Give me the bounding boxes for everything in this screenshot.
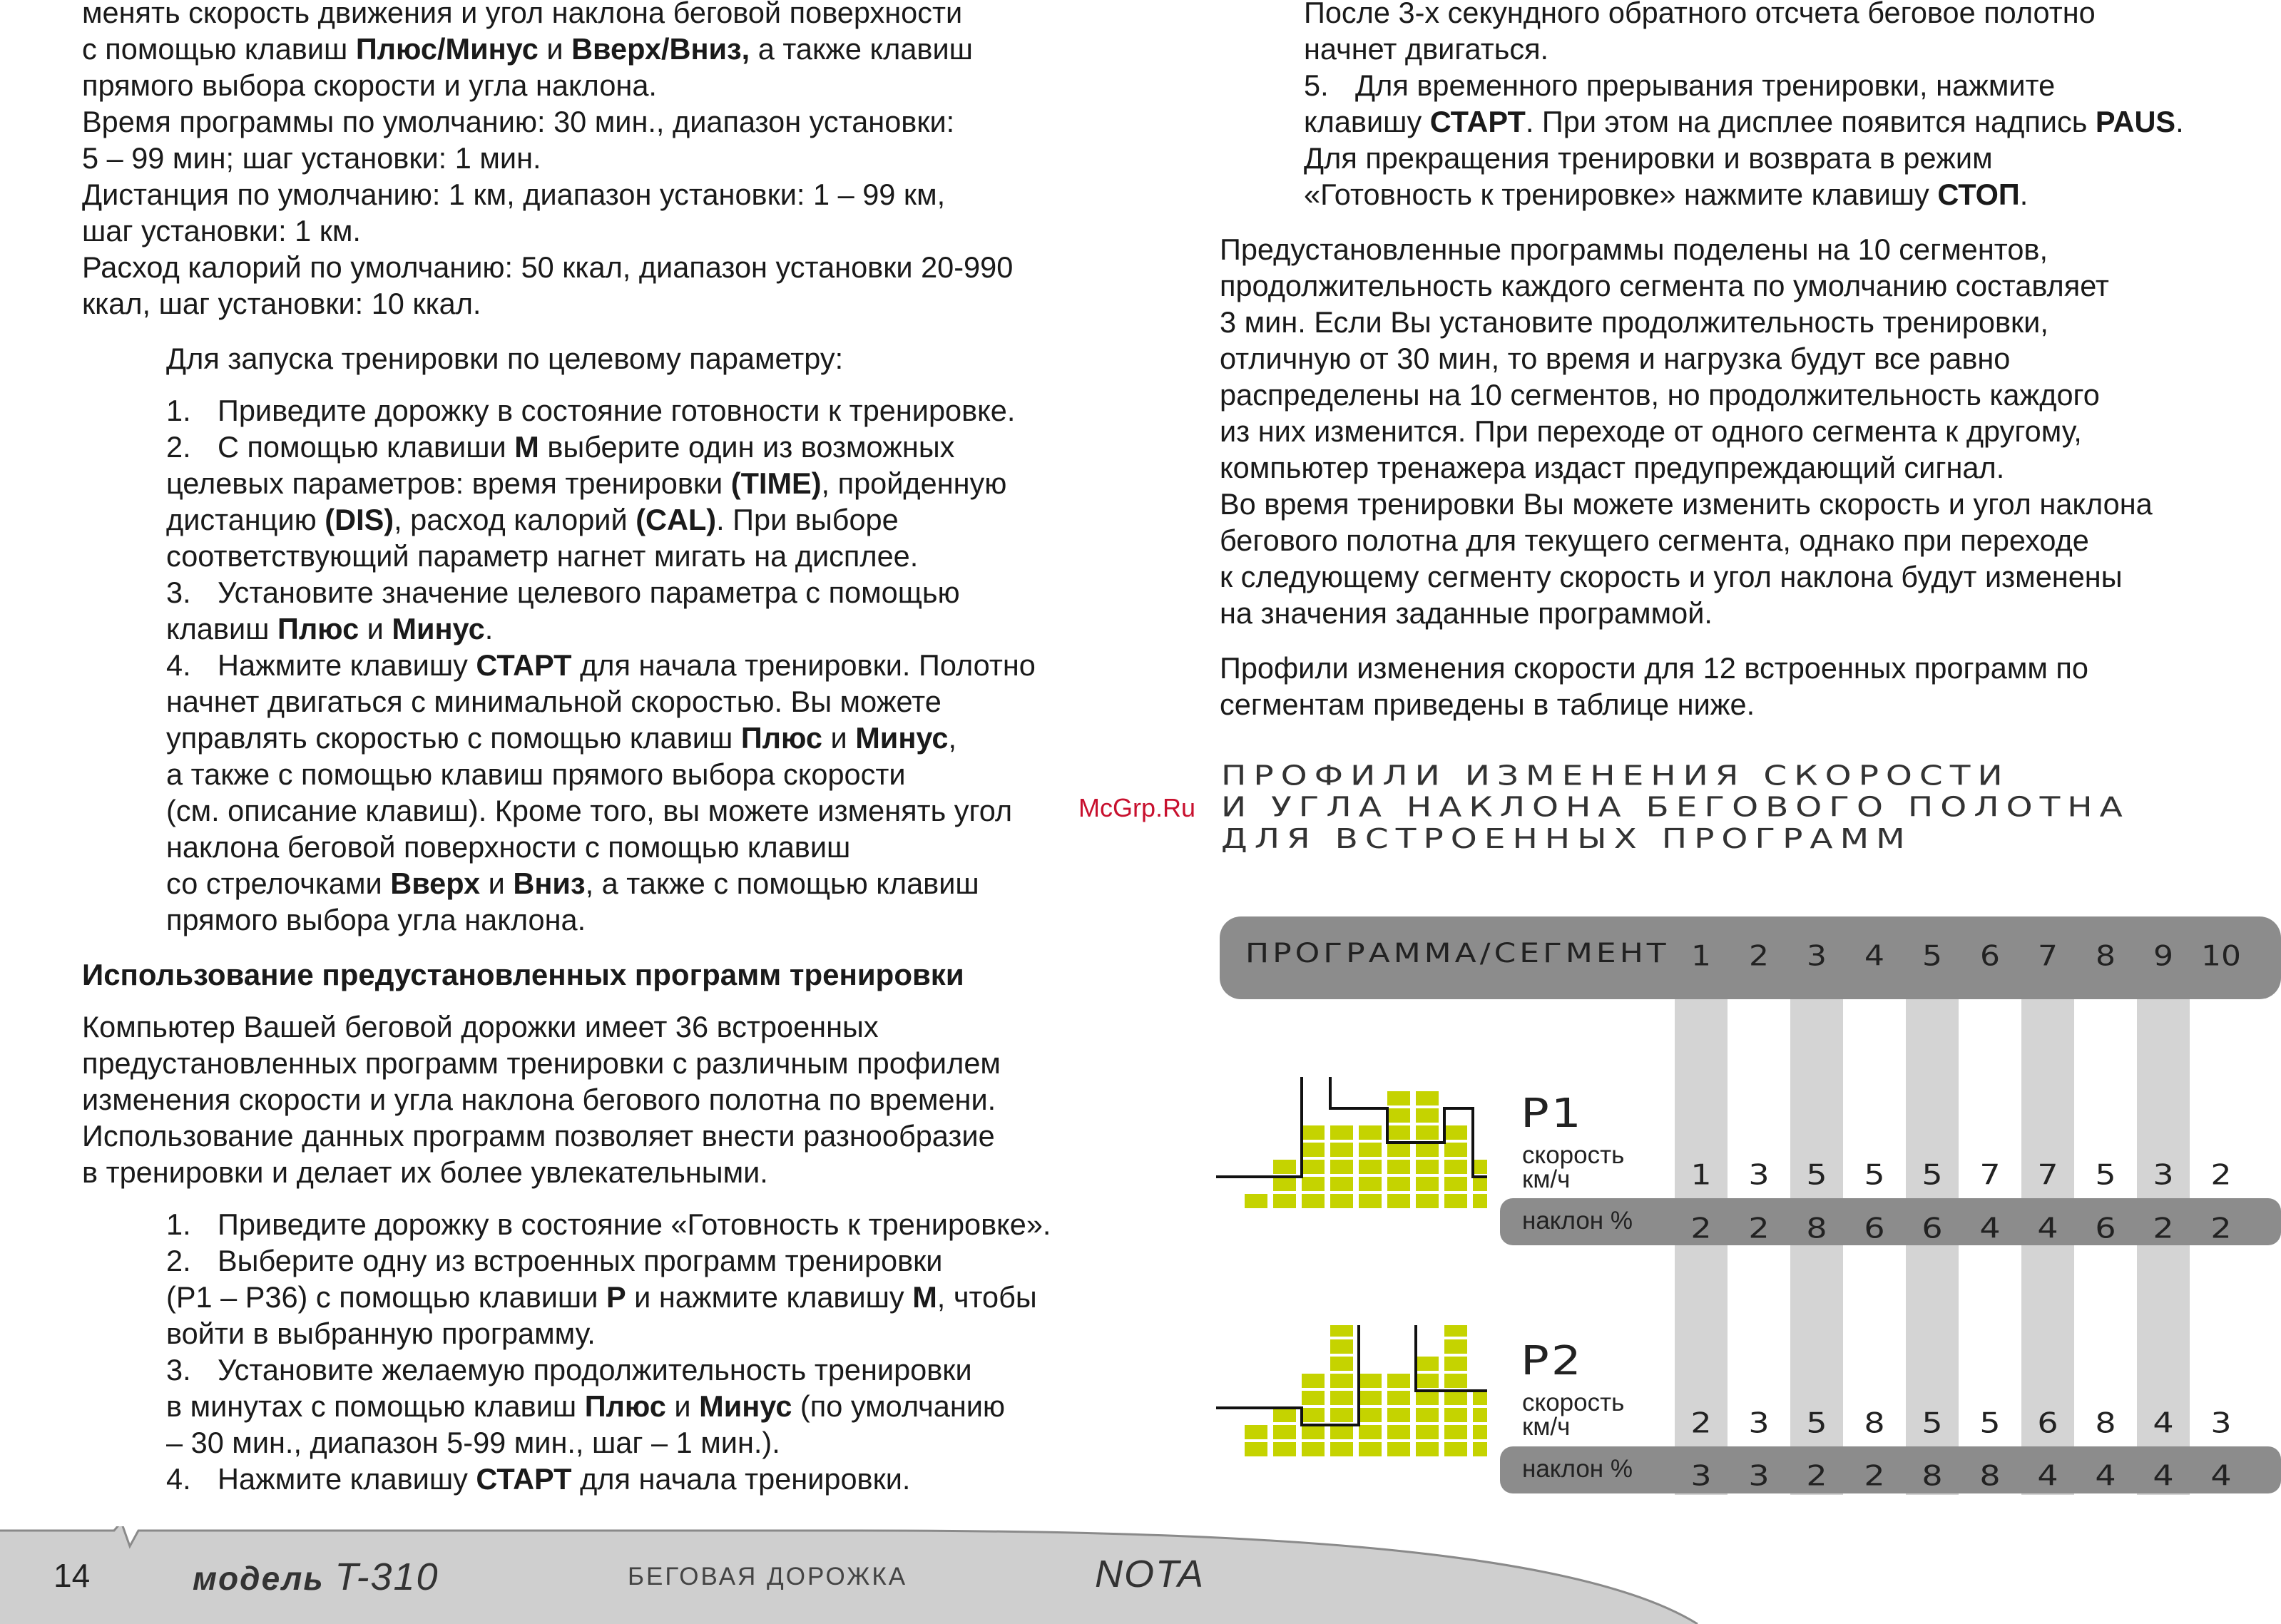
incline-value: 2 [2210,1212,2232,1245]
speed-block [1387,1374,1410,1388]
text-line: компьютер тренажера издаст предупреждающий сигнал. [1220,451,2005,484]
speed-block [1473,1425,1487,1439]
brand-logo: NOTA [1095,1553,1205,1595]
text-line: отличную от 30 мин, то время и нагрузка будут все равно [1220,342,2011,375]
text-line: «Готовность к тренировке» нажмите клавишу СТОП. [1304,178,2029,211]
text-line: Использование данных программ позволяет внести разнообразие [82,1119,995,1153]
speed-block [1302,1408,1325,1422]
text-line: Во время тренировки Вы можете изменить скорость и угол наклона [1220,487,2153,521]
speed-block [1302,1125,1325,1140]
speed-value: 3 [2210,1406,2232,1439]
speed-block [1444,1160,1467,1174]
text-line: прямого выбора скорости и угла наклона. [82,68,657,102]
speed-block [1273,1177,1296,1191]
speed-value: 2 [2210,1158,2232,1191]
speed-block [1416,1425,1439,1439]
speed-block [1444,1125,1467,1140]
incline-value: 6 [1864,1212,1885,1245]
program-name-p2: P2 [1521,1337,1583,1384]
speed-value: 5 [1806,1406,1827,1439]
speed-block [1330,1357,1353,1371]
speed-block [1302,1442,1325,1456]
speed-block [1416,1194,1439,1208]
text-line: прямого выбора угла наклона. [166,903,586,936]
speed-block [1359,1391,1382,1405]
text-line: в минутах с помощью клавиш Плюс и Минус (по умолчанию [166,1389,1006,1423]
speed-block [1330,1425,1353,1439]
speed-block [1387,1442,1410,1456]
incline-value: 2 [1806,1459,1827,1492]
speed-block [1302,1143,1325,1157]
step-5: 5. Для временного прерывания тренировки, нажмите [1304,68,2056,102]
section-title-line: ПРОФИЛИ ИЗМЕНЕНИЯ СКОРОСТИ [1221,760,2010,792]
speed-block [1416,1143,1439,1157]
speed-block [1359,1177,1382,1191]
step-2: 2. С помощью клавиши M выберите один из возможных [166,430,955,464]
speed-block [1302,1194,1325,1208]
text-line: с помощью клавиш Плюс/Минус и Вверх/Вниз, а также клавиш [82,32,973,66]
text-line: менять скорость движения и угол наклона беговой поверхности [82,0,963,29]
text-line: После 3-х секундного обратного отсчета беговое полотно [1304,0,2096,29]
incline-value: 6 [2095,1212,2116,1245]
text-line: клавишу СТАРТ. При этом на дисплее появится надпись PAUS. [1304,105,2184,138]
incline-value: 3 [1690,1459,1712,1492]
text-line: изменения скорости и угла наклона бегового полотна по времени. [82,1083,996,1116]
incline-value: 4 [1979,1212,2001,1245]
text-line: а также с помощью клавиш прямого выбора скорости [166,757,906,791]
segment-number: 9 [2153,939,2173,973]
segment-number: 5 [1922,939,1942,973]
speed-block [1359,1408,1382,1422]
speed-label-p2 [1522,1391,1624,1439]
speed-block [1245,1425,1267,1439]
speed-block [1330,1125,1353,1140]
segment-number: 2 [1749,939,1769,973]
speed-block [1359,1160,1382,1174]
speed-block [1387,1143,1410,1157]
speed-value: 5 [1864,1158,1885,1191]
speed-block [1330,1160,1353,1174]
incline-value: 8 [1979,1459,2001,1492]
step-4: 4. Нажмите клавишу СТАРТ для начала тренировки. Полотно [166,648,1036,682]
text-line: ккал, шаг установки: 10 ккал. [82,287,481,320]
section-title-line: ДЛЯ ВСТРОЕННЫХ ПРОГРАММ [1221,822,1912,855]
text-line: 3 мин. Если Вы установите продолжительность тренировки, [1220,305,2048,339]
speed-block [1444,1442,1467,1456]
speed-block [1330,1391,1353,1405]
incline-value: 4 [2037,1459,2058,1492]
text-line: (P1 – P36) с помощью клавиши P и нажмите клавишу M, чтобы [166,1280,1037,1314]
speed-block [1359,1442,1382,1456]
section-title-line: И УГЛА НАКЛОНА БЕГОВОГО ПОЛОТНА [1221,791,2130,824]
speed-block [1302,1177,1325,1191]
speed-block [1473,1160,1487,1174]
page-number: 14 [53,1557,91,1594]
incline-label-p1: наклон % [1522,1207,1633,1235]
incline-value: 4 [2153,1459,2174,1492]
speed-block [1416,1357,1439,1371]
text-line: распределены на 10 сегментов, но продолжительность каждого [1220,378,2100,412]
segment-number: 3 [1807,939,1827,973]
preset-step-1: 1. Приведите дорожку в состояние «Готовность к тренировке». [166,1207,1051,1241]
speed-label-p1 [1522,1143,1624,1192]
speed-block [1416,1177,1439,1191]
segment-number: 8 [2096,939,2116,973]
speed-block [1387,1091,1410,1105]
speed-block [1473,1408,1487,1422]
text-line: сегментам приведены в таблице ниже. [1220,688,1755,721]
speed-block [1387,1194,1410,1208]
speed-block [1273,1160,1296,1174]
text-line: из них изменится. При переходе от одного сегмента к другому, [1220,414,2082,448]
text-line: Время программы по умолчанию: 30 мин., диапазон установки: [82,105,955,138]
speed-block [1416,1374,1439,1388]
text-line: войти в выбранную программу. [166,1317,596,1350]
speed-block [1330,1194,1353,1208]
text-line: – 30 мин., диапазон 5-99 мин., шаг – 1 мин.). [166,1426,780,1459]
table-header [1220,916,2281,999]
speed-block [1444,1374,1467,1388]
text-line: целевых параметров: время тренировки (TIME), пройденную [166,466,1007,500]
speed-label-line: км/ч [1522,1165,1571,1193]
speed-block [1416,1091,1439,1105]
table-header-label: ПРОГРАММА/СЕГМЕНТ [1245,938,1670,969]
speed-block [1359,1425,1382,1439]
incline-value: 2 [2153,1212,2174,1245]
speed-block [1444,1194,1467,1208]
speed-block [1473,1442,1487,1456]
text-line: в тренировки и делает их более увлекательными. [82,1155,768,1189]
speed-block [1302,1425,1325,1439]
speed-block [1444,1339,1467,1354]
speed-label-line: км/ч [1522,1413,1571,1441]
speed-block [1444,1408,1467,1422]
model-name [193,1555,439,1599]
preset-step-3: 3. Установите желаемую продолжительность тренировки [166,1353,972,1386]
incline-value: 3 [1748,1459,1770,1492]
text-line: к следующему сегменту скорость и угол наклона будут изменены [1220,560,2123,593]
text-line: Расход калорий по умолчанию: 50 ккал, диапазон установки 20-990 [82,250,1014,284]
speed-block [1387,1125,1410,1140]
speed-block [1330,1325,1353,1337]
text-line: управлять скоростью с помощью клавиш Плюс и Минус, [166,721,957,755]
watermark: McGrp.Ru [1078,793,1196,822]
text-line: (см. описание клавиш). Кроме того, вы можете изменять угол [166,794,1013,827]
speed-block [1359,1143,1382,1157]
speed-block [1444,1143,1467,1157]
model-word: модель [193,1560,325,1597]
text-line: начнет двигаться с минимальной скоростью. Вы можете [166,685,942,718]
speed-block [1473,1194,1487,1208]
speed-block [1359,1374,1382,1388]
speed-value: 6 [2037,1406,2058,1439]
speed-block [1245,1194,1267,1208]
segment-number: 4 [1864,939,1884,973]
preset-heading: Использование предустановленных программ тренировки [82,958,964,991]
preset-step-4: 4. Нажмите клавишу СТАРТ для начала тренировки. [166,1462,911,1496]
text-line: Для прекращения тренировки и возврата в режим [1304,141,1993,175]
speed-block [1273,1442,1296,1456]
speed-label-line: скорость [1522,1141,1625,1169]
speed-block [1330,1177,1353,1191]
speed-block [1359,1194,1382,1208]
preset-step-2: 2. Выберите одну из встроенных программ тренировки [166,1244,943,1277]
incline-value: 8 [1922,1459,1943,1492]
speed-block [1302,1391,1325,1405]
speed-value: 7 [1979,1158,2001,1191]
speed-value: 5 [1922,1406,1943,1439]
text-line: на значения заданные программой. [1220,596,1713,630]
speed-value: 3 [1748,1158,1770,1191]
speed-block [1387,1425,1410,1439]
speed-block [1416,1125,1439,1140]
text-line: наклона беговой поверхности с помощью клавиш [166,830,851,864]
speed-value: 2 [1690,1406,1712,1439]
profile-chart-p2 [1216,1325,1487,1503]
text-line: Дистанция по умолчанию: 1 км, диапазон установки: 1 – 99 км, [82,178,946,211]
right-column [1220,0,2268,722]
incline-value: 4 [2037,1212,2058,1245]
speed-block [1330,1143,1353,1157]
speed-block [1473,1391,1487,1405]
speed-block [1444,1357,1467,1371]
text-line: соответствующий параметр нагнет мигать на дисплее. [166,539,919,573]
incline-value: 2 [1748,1212,1770,1245]
speed-block [1330,1442,1353,1456]
speed-block [1444,1391,1467,1405]
speed-block [1302,1374,1325,1388]
incline-label-p2: наклон % [1522,1455,1633,1483]
speed-value: 8 [2095,1406,2116,1439]
speed-block [1416,1160,1439,1174]
model-number: T-310 [335,1556,439,1598]
speed-block [1387,1160,1410,1174]
segment-number: 1 [1691,939,1711,973]
incline-value: 6 [1922,1212,1943,1245]
step-3: 3. Установите значение целевого параметра с помощью [166,576,960,609]
segment-number: 6 [1980,939,2000,973]
incline-value: 2 [1864,1459,1885,1492]
speed-block [1273,1194,1296,1208]
text-line: Профили изменения скорости для 12 встроенных программ по [1220,651,2088,685]
speed-block [1273,1425,1296,1439]
speed-value: 7 [2037,1158,2058,1191]
speed-block [1473,1177,1487,1191]
text-line: 5 – 99 мин; шаг установки: 1 мин. [82,141,541,175]
text-line: со стрелочками Вверх и Вниз, а также с помощью клавиш [166,867,979,900]
text-line: клавиш Плюс и Минус. [166,612,494,645]
text-line: начнет двигаться. [1304,32,1549,66]
target-intro: Для запуска тренировки по целевому параметру: [166,342,844,375]
text-line: дистанцию (DIS), расход калорий (CAL). При выборе [166,503,899,536]
speed-block [1273,1408,1296,1422]
speed-block [1245,1442,1267,1456]
text-line: предустановленных программ тренировки с различным профилем [82,1046,1001,1080]
product-name: БЕГОВАЯ ДОРОЖКА [628,1563,908,1590]
incline-value: 2 [1690,1212,1712,1245]
speed-block [1444,1425,1467,1439]
speed-block [1444,1325,1467,1337]
speed-value: 1 [1690,1158,1712,1191]
speed-value: 5 [1806,1158,1827,1191]
profile-chart-p1 [1216,1077,1487,1255]
speed-block [1387,1177,1410,1191]
speed-value: 5 [1922,1158,1943,1191]
incline-value: 4 [2095,1459,2116,1492]
speed-block [1416,1108,1439,1123]
speed-block [1330,1339,1353,1354]
step-1: 1. Приведите дорожку в состояние готовности к тренировке. [166,394,1016,427]
speed-block [1302,1160,1325,1174]
segment-number: 10 [2201,939,2241,973]
text-line: Компьютер Вашей беговой дорожки имеет 36 встроенных [82,1010,879,1043]
speed-value: 8 [1864,1406,1885,1439]
text-line: бегового полотна для текущего сегмента, однако при переходе [1220,524,2089,557]
speed-block [1416,1442,1439,1456]
speed-block [1330,1408,1353,1422]
speed-block [1387,1391,1410,1405]
section-title [1221,760,2130,855]
speed-block [1416,1391,1439,1405]
speed-block [1444,1177,1467,1191]
incline-value: 4 [2210,1459,2232,1492]
speed-block [1416,1408,1439,1422]
speed-value: 3 [2153,1158,2174,1191]
speed-block [1330,1374,1353,1388]
text-line: шаг установки: 1 км. [82,214,361,247]
segment-number: 7 [2038,939,2058,973]
text-line: продолжительность каждого сегмента по умолчанию составляет [1220,269,2109,302]
text-line: Предустановленные программы поделены на 10 сегментов, [1220,233,2048,266]
left-column [82,0,1180,1497]
speed-value: 5 [2095,1158,2116,1191]
speed-block [1387,1108,1410,1123]
speed-block [1387,1408,1410,1422]
speed-value: 3 [1748,1406,1770,1439]
speed-label-line: скорость [1522,1389,1625,1416]
speed-block [1359,1125,1382,1140]
speed-value: 5 [1979,1406,2001,1439]
program-name-p1: P1 [1521,1090,1583,1137]
speed-value: 4 [2153,1406,2174,1439]
incline-value: 8 [1806,1212,1827,1245]
